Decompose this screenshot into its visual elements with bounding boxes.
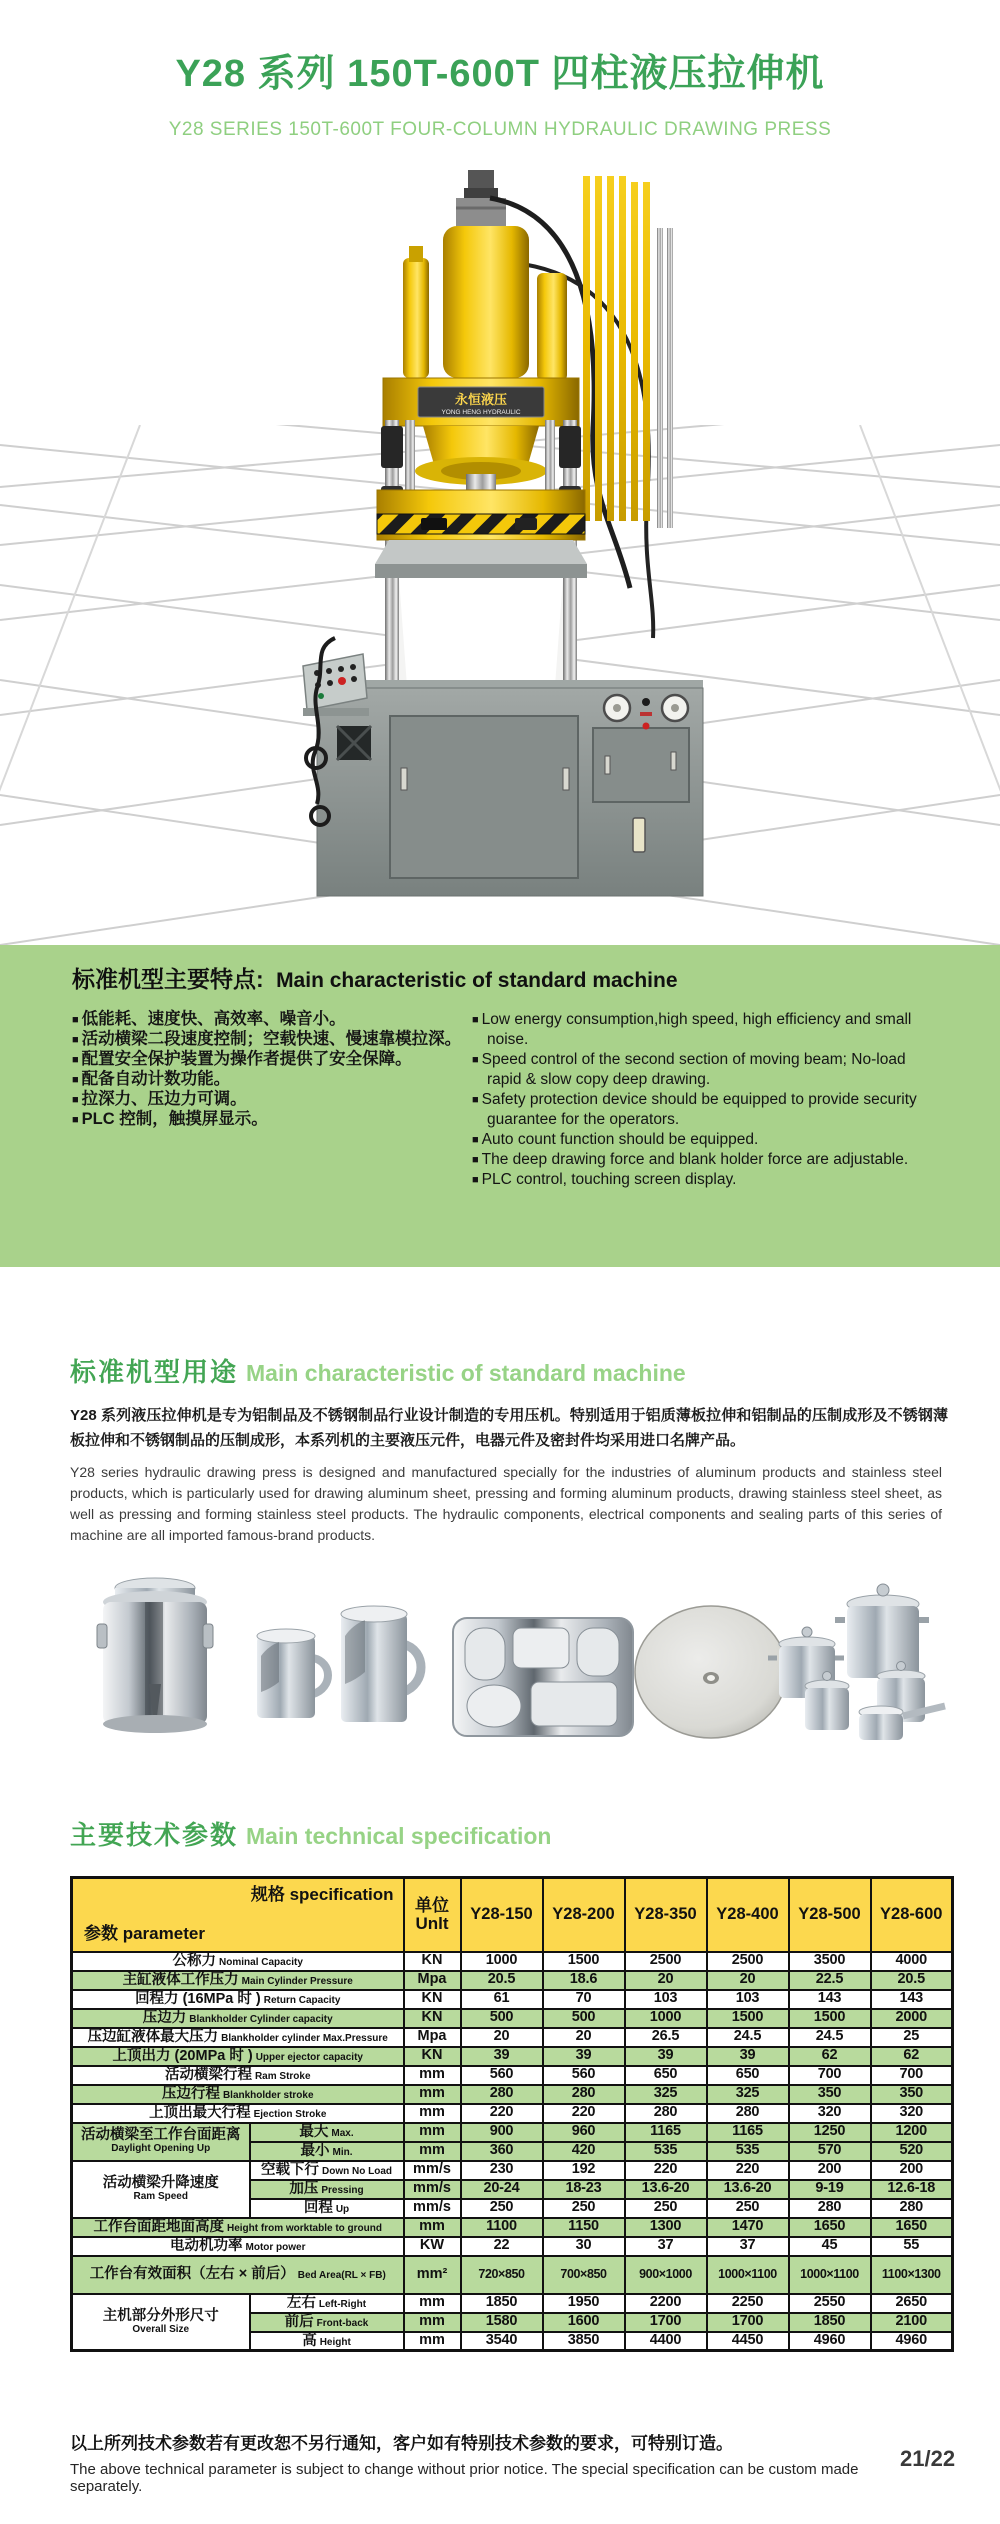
spec-value-cell: 25 [871, 2028, 953, 2047]
spec-value-cell: 22.5 [789, 1971, 871, 1990]
spec-value-cell: 1000×1100 [707, 2256, 789, 2294]
spec-value-cell: 143 [871, 1990, 953, 2009]
usage-paragraph-en: Y28 series hydraulic drawing press is designed and manufactured specially for the industries of aluminum products and stainless steel products, which is particularly used for drawing aluminum sheet, pressing and forming aluminum products, drawing stainless steel sheet, as well as pressing and forming stainless steel products. The hydraulic components, electrical components and sealing parts of this series of machine are all imported famous-brand products. [70, 1464, 942, 1543]
spec-unit-cell: mm [404, 2142, 461, 2161]
bullet-square-icon: ■ [72, 1094, 79, 1106]
spec-value-cell: 20 [461, 2028, 543, 2047]
spec-unit-cell: KN [404, 1990, 461, 2009]
spec-value-cell: 39 [707, 2047, 789, 2066]
spec-unit-cell: mm [404, 2066, 461, 2085]
spec-value-cell: 1300 [625, 2218, 707, 2237]
spec-value-cell: 39 [625, 2047, 707, 2066]
spec-value-cell: 230 [461, 2161, 543, 2180]
spec-value-cell: 700×850 [543, 2256, 625, 2294]
spec-value-cell: 1150 [543, 2218, 625, 2237]
features-heading-cn: 标准机型主要特点: [72, 966, 264, 992]
feature-item-en: ■ Speed control of the second section of moving beam; No-load rapid & slow copy deep drawing. [472, 1051, 906, 1088]
spec-param-label: 最小 Min. [250, 2142, 404, 2161]
spec-row [72, 2256, 953, 2294]
spec-value-cell: 250 [461, 2199, 543, 2218]
spec-value-cell: 20.5 [461, 1971, 543, 1990]
spec-value-cell: 1470 [707, 2218, 789, 2237]
spec-value-cell: 320 [871, 2104, 953, 2123]
spec-value-cell: 20.5 [871, 1971, 953, 1990]
spec-value-cell: 280 [543, 2085, 625, 2104]
spec-unit-cell: mm [404, 2332, 461, 2351]
spec-value-cell: 720×850 [461, 2256, 543, 2294]
bullet-square-icon: ■ [472, 1054, 479, 1066]
product-compartment-tray [453, 1618, 633, 1736]
spec-value-cell: 1250 [789, 2123, 871, 2142]
spec-header-row [72, 1878, 953, 1952]
spec-unit-cell: mm/s [404, 2199, 461, 2218]
spec-value-cell: 55 [871, 2237, 953, 2256]
spec-param-label: 左右 Left-Right [250, 2294, 404, 2313]
spec-unit-cell: mm [404, 2123, 461, 2142]
spec-value-cell: 520 [871, 2142, 953, 2161]
spec-value-cell: 1100 [461, 2218, 543, 2237]
spec-row [72, 2218, 953, 2237]
spec-value-cell: 1580 [461, 2313, 543, 2332]
spec-corner-cell [72, 1878, 404, 1952]
footnote-cn: 以上所列技术参数若有更改恕不另行通知，客户如有特别技术参数的要求，可特别订造。 [70, 2434, 733, 2453]
spec-value-cell: 1165 [707, 2123, 789, 2142]
feature-item-en: ■ Auto count function should be equipped. [472, 1131, 759, 1148]
spec-unit-cell: mm [404, 2294, 461, 2313]
spec-value-cell: 280 [625, 2104, 707, 2123]
spec-heading-cn: 主要技术参数 [70, 1820, 239, 1850]
spec-row [72, 2294, 953, 2313]
spec-value-cell: 1700 [707, 2313, 789, 2332]
spec-value-cell: 22 [461, 2237, 543, 2256]
spec-value-cell: 1950 [543, 2294, 625, 2313]
spec-value-cell: 535 [625, 2142, 707, 2161]
spec-value-cell: 24.5 [707, 2028, 789, 2047]
spec-value-cell: 3540 [461, 2332, 543, 2351]
spec-param-label: 高 Height [250, 2332, 404, 2351]
spec-param-label: 公称力 Nominal Capacity [72, 1952, 404, 1971]
spec-value-cell: 18.6 [543, 1971, 625, 1990]
spec-model-header: Y28-400 [707, 1878, 789, 1952]
usage-heading-cn: 标准机型用途 [70, 1357, 239, 1387]
spec-value-cell: 2550 [789, 2294, 871, 2313]
spec-row [72, 2028, 953, 2047]
spec-table [70, 1876, 954, 2352]
spec-value-cell: 1700 [625, 2313, 707, 2332]
spec-group-cell: 活动横梁升降速度 Ram Speed [72, 2161, 250, 2218]
brand-plate-en: YONG HENG HYDRAULIC [441, 409, 521, 416]
feature-item-cn: ■ 配备自动计数功能。 [72, 1070, 231, 1088]
features-list-cn [72, 1010, 472, 1190]
spec-param-label: 回程 Up [250, 2199, 404, 2218]
spec-value-cell: 280 [789, 2199, 871, 2218]
spec-value-cell: 103 [625, 1990, 707, 2009]
spec-param-label: 工作台有效面积（左右 × 前后） Bed Area(RL × FB) [72, 2256, 404, 2294]
spec-value-cell: 650 [707, 2066, 789, 2085]
spec-row [72, 2161, 953, 2180]
product-insulated-barrel [97, 1578, 213, 1733]
feature-item-cn: ■ 活动横梁二段速度控制；空载快速、慢速靠模拉深。 [72, 1030, 462, 1048]
spec-value-cell: 62 [789, 2047, 871, 2066]
spec-value-cell: 1850 [789, 2313, 871, 2332]
spec-row [72, 2237, 953, 2256]
bullet-square-icon: ■ [472, 1094, 479, 1106]
machine-photo [185, 168, 745, 908]
spec-param-label: 活动横梁行程 Ram Stroke [72, 2066, 404, 2085]
spec-param-label: 前后 Front-back [250, 2313, 404, 2332]
spec-value-cell: 103 [707, 1990, 789, 2009]
spec-value-cell: 70 [543, 1990, 625, 2009]
spec-value-cell: 192 [543, 2161, 625, 2180]
spec-value-cell: 20 [543, 2028, 625, 2047]
spec-unit-cell: KN [404, 1952, 461, 1971]
spec-value-cell: 20 [625, 1971, 707, 1990]
footnote [70, 2429, 890, 2495]
corner-parameter-label: 参数 parameter [84, 1923, 205, 1943]
spec-value-cell: 960 [543, 2123, 625, 2142]
spec-row [72, 2104, 953, 2123]
usage-paragraph-cn: Y28 系列液压拉伸机是专为铝制品及不锈钢制品行业设计制造的专用压机。特别适用于铝质薄板拉伸和铝制品的压制成形及不锈钢薄板拉伸和不锈钢制品的压制成形，本系列机的主要液压元件，电器元件及密封件均采用进口名牌产品。 [70, 1407, 948, 1449]
spec-param-label: 上顶出最大行程 Ejection Stroke [72, 2104, 404, 2123]
spec-unit-cell: KN [404, 2047, 461, 2066]
spec-unit-cell: mm [404, 2313, 461, 2332]
spec-value-cell: 250 [543, 2199, 625, 2218]
spec-value-cell: 560 [543, 2066, 625, 2085]
spec-value-cell: 280 [461, 2085, 543, 2104]
brand-plate-cn: 永恒液压 [454, 392, 508, 407]
features-list-en [472, 1010, 934, 1190]
page-title: Y28 系列 150T-600T 四柱液压拉伸机 [175, 53, 825, 95]
bullet-square-icon: ■ [472, 1014, 479, 1026]
page-number: 21/22 [900, 2446, 956, 2471]
bullet-square-icon: ■ [72, 1054, 79, 1066]
bullet-square-icon: ■ [472, 1174, 479, 1186]
spec-param-label: 电动机功率 Motor power [72, 2237, 404, 2256]
spec-value-cell: 18-23 [543, 2180, 625, 2199]
feature-item-cn: ■ 配置安全保护装置为操作者提供了安全保障。 [72, 1050, 412, 1068]
footnote-en: The above technical parameter is subject to change without prior notice. The special specification can be custom made separately. [70, 2461, 859, 2495]
spec-value-cell: 200 [789, 2161, 871, 2180]
spec-value-cell: 1500 [707, 2009, 789, 2028]
bullet-square-icon: ■ [72, 1074, 79, 1086]
product-tall-pitcher [341, 1606, 421, 1722]
spec-value-cell: 9-19 [789, 2180, 871, 2199]
corner-spec-label: 规格 specification [250, 1885, 394, 1904]
spec-group-cell: 活动横梁至工作台面距离 Daylight Opening Up [72, 2123, 250, 2161]
spec-value-cell: 220 [625, 2161, 707, 2180]
spec-value-cell: 535 [707, 2142, 789, 2161]
spec-value-cell: 220 [543, 2104, 625, 2123]
spec-param-label: 主缸液体工作压力 Main Cylinder Pressure [72, 1971, 404, 1990]
product-small-mug [257, 1629, 328, 1718]
feature-item-cn: ■ 拉深力、压边力可调。 [72, 1090, 247, 1108]
spec-value-cell: 37 [625, 2237, 707, 2256]
spec-param-label: 加压 Pressing [250, 2180, 404, 2199]
feature-item-en: ■ The deep drawing force and blank holder force are adjustable. [472, 1151, 909, 1168]
spec-row [72, 2066, 953, 2085]
spec-row [72, 1952, 953, 1971]
spec-value-cell: 325 [707, 2085, 789, 2104]
spec-value-cell: 2100 [871, 2313, 953, 2332]
spec-section [70, 1815, 951, 2352]
spec-value-cell: 1850 [461, 2294, 543, 2313]
spec-model-header: Y28-150 [461, 1878, 543, 1952]
usage-section [70, 1352, 950, 1546]
spec-value-cell: 4960 [789, 2332, 871, 2351]
spec-unit-cell: mm/s [404, 2180, 461, 2199]
product-round-disc [635, 1606, 787, 1738]
spec-value-cell: 20-24 [461, 2180, 543, 2199]
bullet-square-icon: ■ [72, 1034, 79, 1046]
spec-value-cell: 700 [871, 2066, 953, 2085]
spec-value-cell: 143 [789, 1990, 871, 2009]
spec-row [72, 2047, 953, 2066]
bullet-square-icon: ■ [72, 1014, 79, 1026]
spec-value-cell: 24.5 [789, 2028, 871, 2047]
spec-row [72, 2009, 953, 2028]
feature-item-en: ■ PLC control, touching screen display. [472, 1171, 737, 1188]
spec-row [72, 1990, 953, 2009]
spec-value-cell: 4450 [707, 2332, 789, 2351]
spec-value-cell: 2500 [625, 1952, 707, 1971]
spec-value-cell: 1500 [543, 1952, 625, 1971]
spec-param-label: 最大 Max. [250, 2123, 404, 2142]
features-heading-en: Main characteristic of standard machine [276, 969, 678, 992]
spec-value-cell: 1500 [789, 2009, 871, 2028]
spec-model-header: Y28-200 [543, 1878, 625, 1952]
spec-value-cell: 2650 [871, 2294, 953, 2313]
feature-item-en: ■ Safety protection device should be equipped to provide security guarantee for the operators. [472, 1091, 917, 1128]
spec-unit-cell: Mpa [404, 1971, 461, 1990]
spec-value-cell: 45 [789, 2237, 871, 2256]
spec-param-label: 回程力 (16MPa 时 ) Return Capacity [72, 1990, 404, 2009]
spec-model-header: Y28-600 [871, 1878, 953, 1952]
spec-value-cell: 350 [789, 2085, 871, 2104]
spec-value-cell: 1600 [543, 2313, 625, 2332]
spec-unit-cell: mm [404, 2104, 461, 2123]
spec-value-cell: 900 [461, 2123, 543, 2142]
spec-value-cell: 560 [461, 2066, 543, 2085]
spec-value-cell: 1650 [789, 2218, 871, 2237]
spec-unit-cell: mm [404, 2218, 461, 2237]
spec-value-cell: 12.6-18 [871, 2180, 953, 2199]
spec-value-cell: 1650 [871, 2218, 953, 2237]
spec-value-cell: 570 [789, 2142, 871, 2161]
spec-value-cell: 3850 [543, 2332, 625, 2351]
spec-unit-cell: mm [404, 2085, 461, 2104]
spec-value-cell: 220 [461, 2104, 543, 2123]
spec-group-cell: 主机部分外形尺寸 Overall Size [72, 2294, 250, 2351]
product-pot-set [768, 1584, 945, 1740]
spec-value-cell: 320 [789, 2104, 871, 2123]
spec-value-cell: 1000 [625, 2009, 707, 2028]
spec-row [72, 1971, 953, 1990]
spec-value-cell: 1100×1300 [871, 2256, 953, 2294]
feature-item-en: ■ Low energy consumption,high speed, high efficiency and small noise. [472, 1011, 912, 1048]
spec-value-cell: 280 [707, 2104, 789, 2123]
spec-value-cell: 420 [543, 2142, 625, 2161]
spec-value-cell: 1000 [461, 1952, 543, 1971]
spec-unit-cell: mm/s [404, 2161, 461, 2180]
spec-value-cell: 39 [543, 2047, 625, 2066]
spec-row [72, 2085, 953, 2104]
spec-unit-header: 单位 Unlt [404, 1878, 461, 1952]
spec-value-cell: 500 [461, 2009, 543, 2028]
spec-unit-cell: KW [404, 2237, 461, 2256]
spec-param-label: 空载下行 Down No Load [250, 2161, 404, 2180]
spec-value-cell: 250 [707, 2199, 789, 2218]
spec-value-cell: 13.6-20 [707, 2180, 789, 2199]
spec-unit-cell: KN [404, 2009, 461, 2028]
spec-value-cell: 500 [543, 2009, 625, 2028]
spec-value-cell: 4400 [625, 2332, 707, 2351]
usage-heading-en: Main characteristic of standard machine [246, 1360, 686, 1386]
spec-value-cell: 1200 [871, 2123, 953, 2142]
spec-value-cell: 325 [625, 2085, 707, 2104]
spec-value-cell: 4960 [871, 2332, 953, 2351]
spec-value-cell: 350 [871, 2085, 953, 2104]
spec-value-cell: 39 [461, 2047, 543, 2066]
spec-model-header: Y28-500 [789, 1878, 871, 1952]
spec-param-label: 上顶出力 (20MPa 时 ) Upper ejector capacity [72, 2047, 404, 2066]
page-subtitle: Y28 SERIES 150T-600T FOUR-COLUMN HYDRAULIC DRAWING PRESS [168, 119, 832, 140]
spec-value-cell: 900×1000 [625, 2256, 707, 2294]
usage-heading [70, 1352, 950, 1389]
spec-value-cell: 37 [707, 2237, 789, 2256]
spec-param-label: 压边力 Blankholder Cylinder capacity [72, 2009, 404, 2028]
spec-value-cell: 20 [707, 1971, 789, 1990]
spec-value-cell: 26.5 [625, 2028, 707, 2047]
feature-item-cn: ■ 低能耗、速度快、高效率、噪音小。 [72, 1010, 346, 1028]
spec-value-cell: 220 [707, 2161, 789, 2180]
spec-value-cell: 4000 [871, 1952, 953, 1971]
spec-heading [70, 1815, 951, 1852]
spec-param-label: 工作台面距地面高度 Height from worktable to ground [72, 2218, 404, 2237]
spec-value-cell: 62 [871, 2047, 953, 2066]
spec-value-cell: 2200 [625, 2294, 707, 2313]
spec-value-cell: 2500 [707, 1952, 789, 1971]
spec-value-cell: 3500 [789, 1952, 871, 1971]
spec-value-cell: 61 [461, 1990, 543, 2009]
bullet-square-icon: ■ [472, 1154, 479, 1166]
features-heading [72, 961, 1000, 994]
spec-param-label: 压边行程 Blankholder stroke [72, 2085, 404, 2104]
features-section [0, 945, 1000, 1267]
spec-value-cell: 250 [625, 2199, 707, 2218]
spec-value-cell: 30 [543, 2237, 625, 2256]
spec-model-header: Y28-350 [625, 1878, 707, 1952]
spec-value-cell: 2250 [707, 2294, 789, 2313]
spec-value-cell: 2000 [871, 2009, 953, 2028]
spec-value-cell: 280 [871, 2199, 953, 2218]
spec-value-cell: 200 [871, 2161, 953, 2180]
bullet-square-icon: ■ [472, 1134, 479, 1146]
spec-value-cell: 700 [789, 2066, 871, 2085]
bullet-square-icon: ■ [72, 1114, 79, 1126]
spec-value-cell: 650 [625, 2066, 707, 2085]
spec-unit-cell: Mpa [404, 2028, 461, 2047]
spec-unit-cell: mm² [404, 2256, 461, 2294]
spec-value-cell: 1000×1100 [789, 2256, 871, 2294]
spec-value-cell: 13.6-20 [625, 2180, 707, 2199]
spec-value-cell: 1165 [625, 2123, 707, 2142]
feature-item-cn: ■ PLC 控制，触摸屏显示。 [72, 1110, 268, 1128]
spec-row [72, 2123, 953, 2142]
product-photos [45, 1566, 955, 1746]
spec-heading-en: Main technical specification [246, 1823, 552, 1849]
spec-param-label: 压边缸液体最大压力 Blankholder cylinder Max.Pressure [72, 2028, 404, 2047]
spec-value-cell: 360 [461, 2142, 543, 2161]
